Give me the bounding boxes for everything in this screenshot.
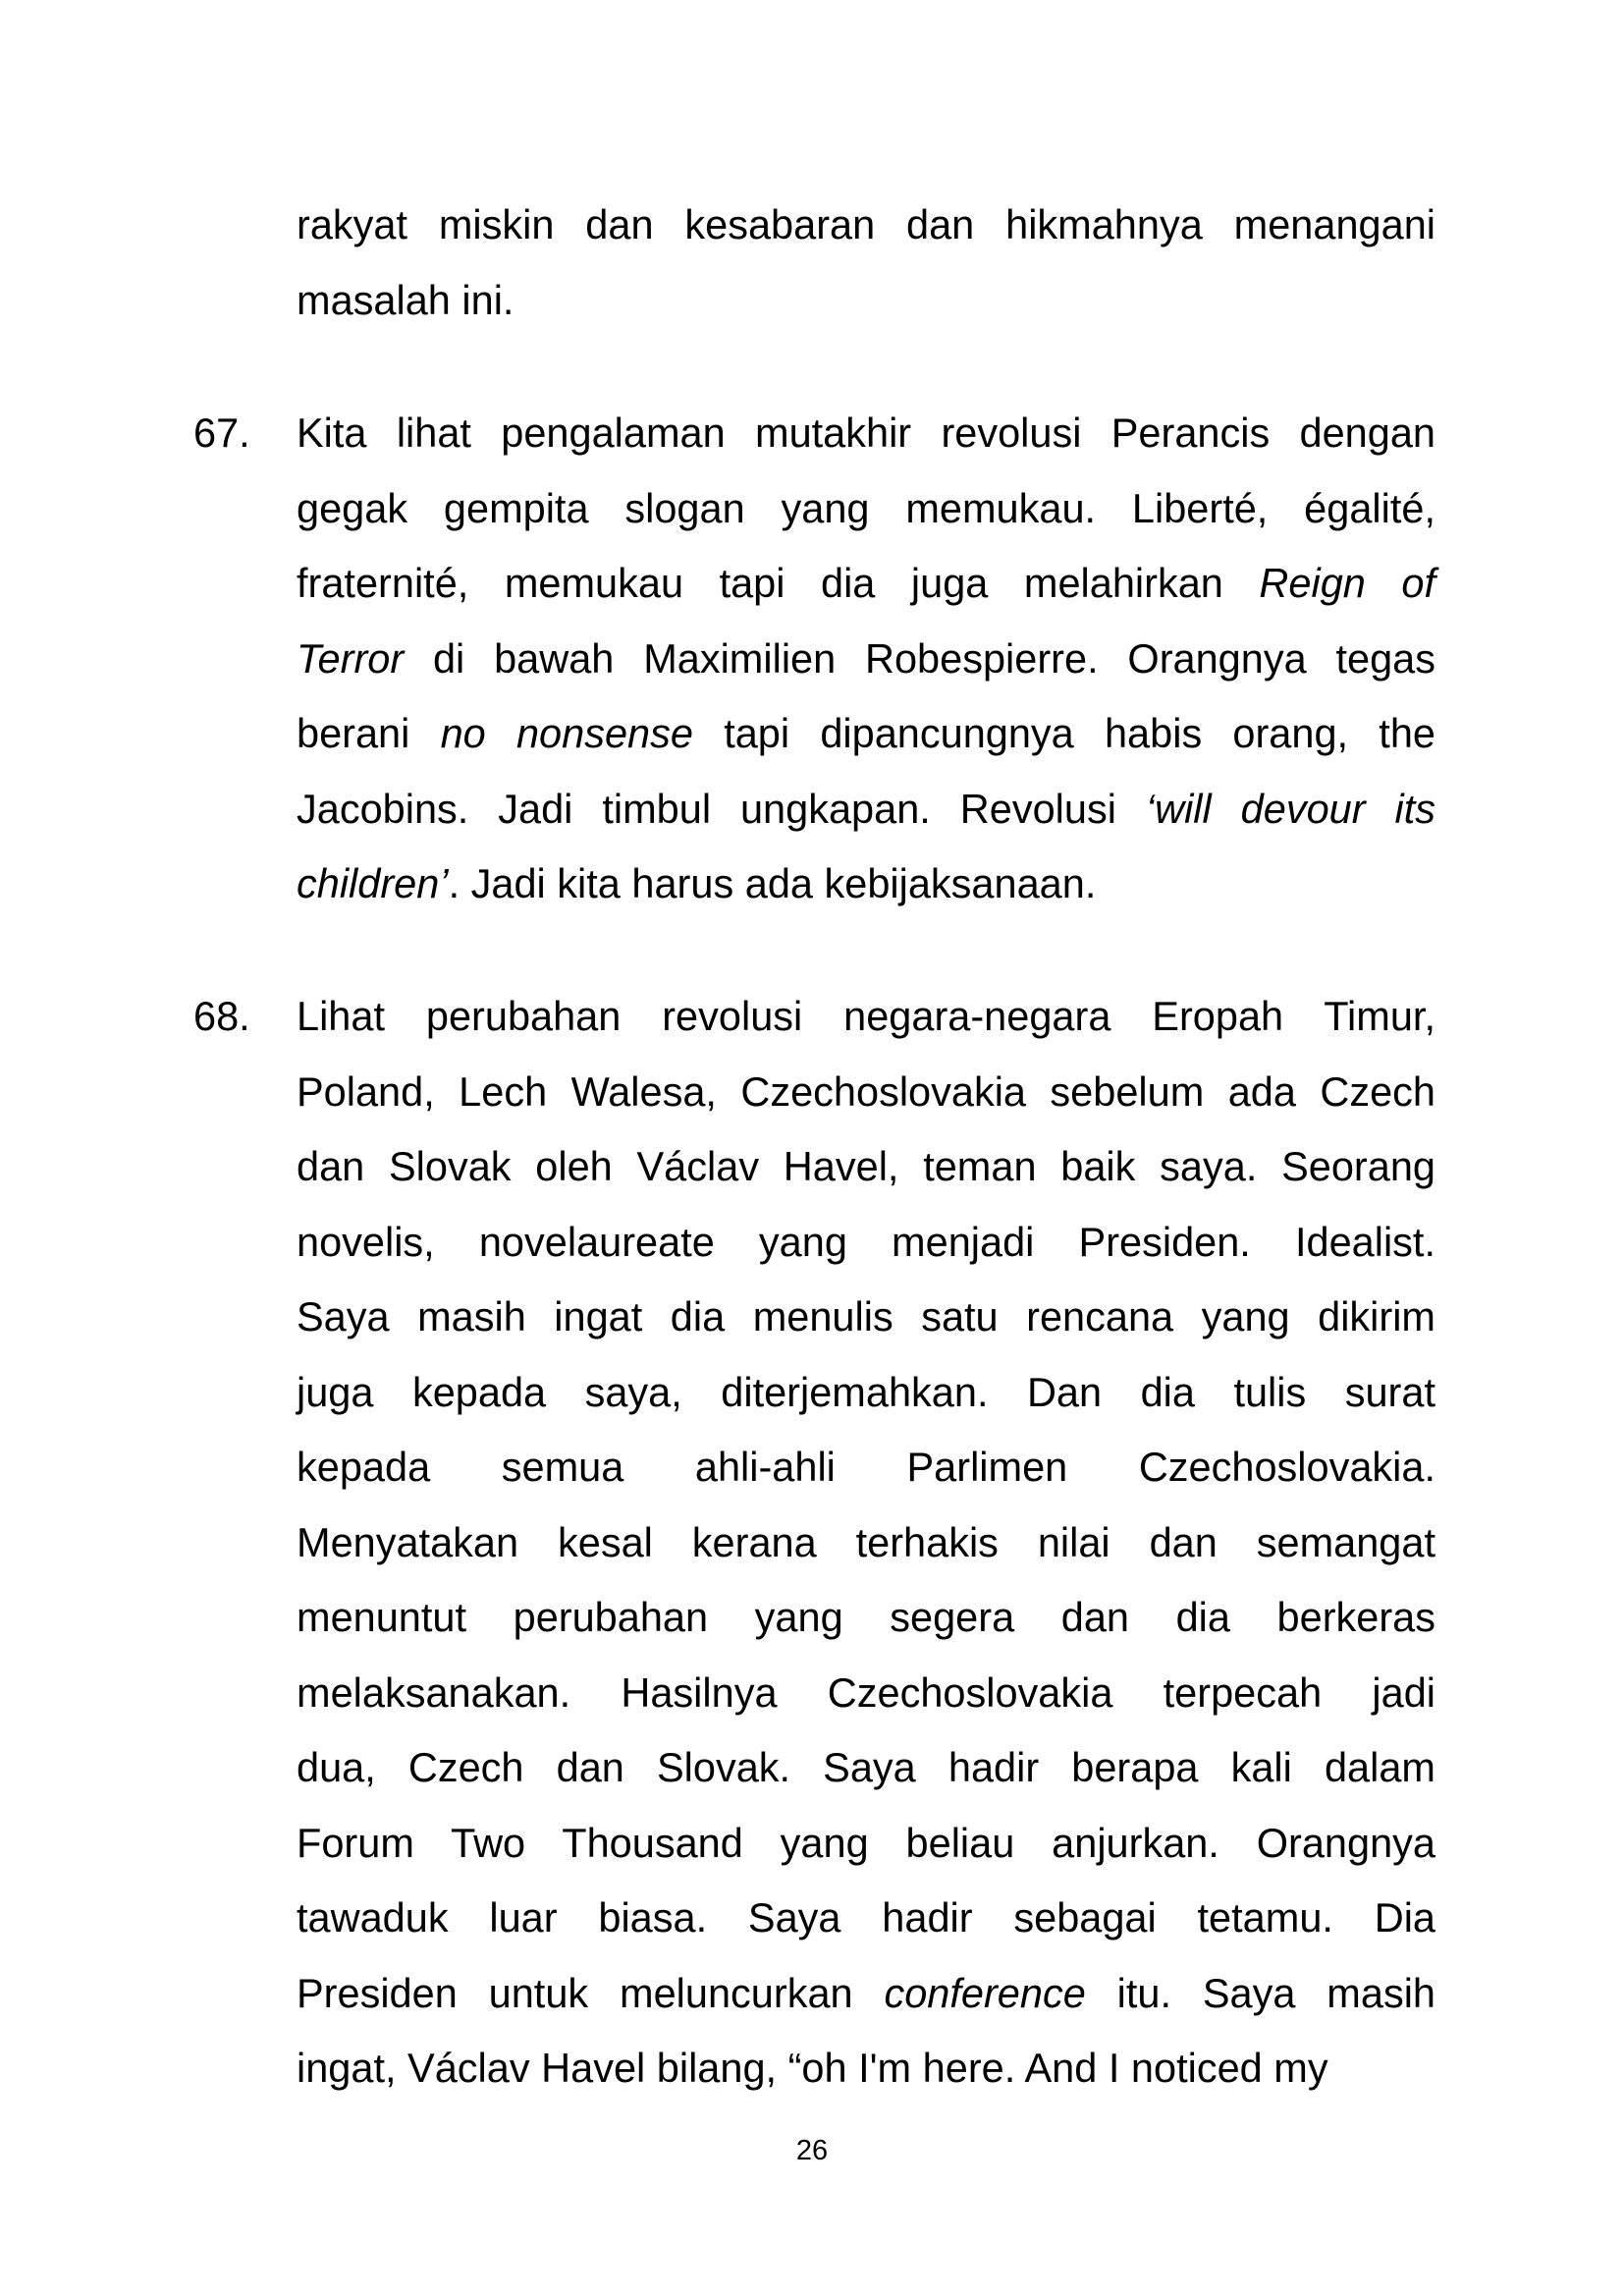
paragraph-68 bbox=[297, 979, 1435, 2106]
text-line: dua, Czech dan Slovak. Saya hadir berapa kali dalam bbox=[297, 1744, 1435, 1790]
italic-text: ‘will devour its bbox=[1145, 785, 1436, 832]
text-line: Jacobins. Jadi timbul ungkapan. Revolusi ‘will devour its bbox=[297, 785, 1436, 832]
text-line: fraternité, memukau tapi dia juga melahirkan Reign of bbox=[297, 560, 1435, 606]
paragraph-continued bbox=[297, 188, 1435, 338]
text-line: Poland, Lech Walesa, Czechoslovakia sebelum ada Czech bbox=[297, 1067, 1435, 1115]
italic-text: no nonsense bbox=[440, 710, 693, 756]
italic-text: Reign of bbox=[1259, 560, 1435, 606]
text-line: dan Slovak oleh Václav Havel, teman baik saya. Seorang bbox=[297, 1143, 1435, 1189]
italic-text: Terror bbox=[297, 634, 405, 682]
text-line: Kita lihat pengalaman mutakhir revolusi Perancis dengan bbox=[297, 410, 1435, 456]
text-line: juga kepada saya, diterjemahkan. Dan dia tulis surat bbox=[297, 1368, 1435, 1415]
text-line: Lihat perubahan revolusi negara-negara Eropah Timur, bbox=[297, 993, 1435, 1039]
page-number: 26 bbox=[795, 2135, 829, 2166]
italic-text: conference bbox=[884, 1969, 1086, 2016]
text-line: Menyatakan kesal kerana terhakis nilai dan semangat bbox=[297, 1518, 1435, 1565]
text-line: children’. Jadi kita harus ada kebijaksanaan. bbox=[297, 860, 1097, 906]
text-line: berani no nonsense tapi dipancungnya habis orang, the bbox=[297, 710, 1435, 756]
paragraph-67 bbox=[297, 396, 1435, 922]
text-line: gegak gempita slogan yang memukau. Liberté, égalité, bbox=[297, 484, 1435, 531]
text-line: ingat, Václav Havel bilang, “oh I'm here. And I noticed my bbox=[297, 2045, 1328, 2091]
text-line: Terror di bawah Maximilien Robespierre. Orangnya tegas bbox=[297, 634, 1435, 682]
italic-text: children’ bbox=[297, 860, 449, 906]
text-line: novelis, novelaureate yang menjadi Presiden. Idealist. bbox=[297, 1218, 1435, 1265]
text-line: melaksanakan. Hasilnya Czechoslovakia terpecah jadi bbox=[297, 1668, 1435, 1716]
text-line: rakyat miskin dan kesabaran dan hikmahnya menangani bbox=[297, 201, 1435, 247]
text-line: Forum Two Thousand yang beliau anjurkan. Orangnya bbox=[297, 1819, 1435, 1866]
text-line: kepada semua ahli-ahli Parlimen Czechoslovakia. bbox=[297, 1444, 1435, 1490]
paragraph-number-67: 67. bbox=[193, 410, 250, 456]
text-line: tawaduk luar biasa. Saya hadir sebagai tetamu. Dia bbox=[297, 1894, 1435, 1941]
text-line: masalah ini. bbox=[297, 276, 514, 323]
text-line: Presiden untuk meluncurkan conference itu. Saya masih bbox=[297, 1969, 1435, 2016]
paragraph-number-68: 68. bbox=[193, 993, 250, 1039]
text-line: Saya masih ingat dia menulis satu rencana yang dikirim bbox=[297, 1293, 1435, 1339]
text-line: menuntut perubahan yang segera dan dia berkeras bbox=[297, 1594, 1435, 1640]
